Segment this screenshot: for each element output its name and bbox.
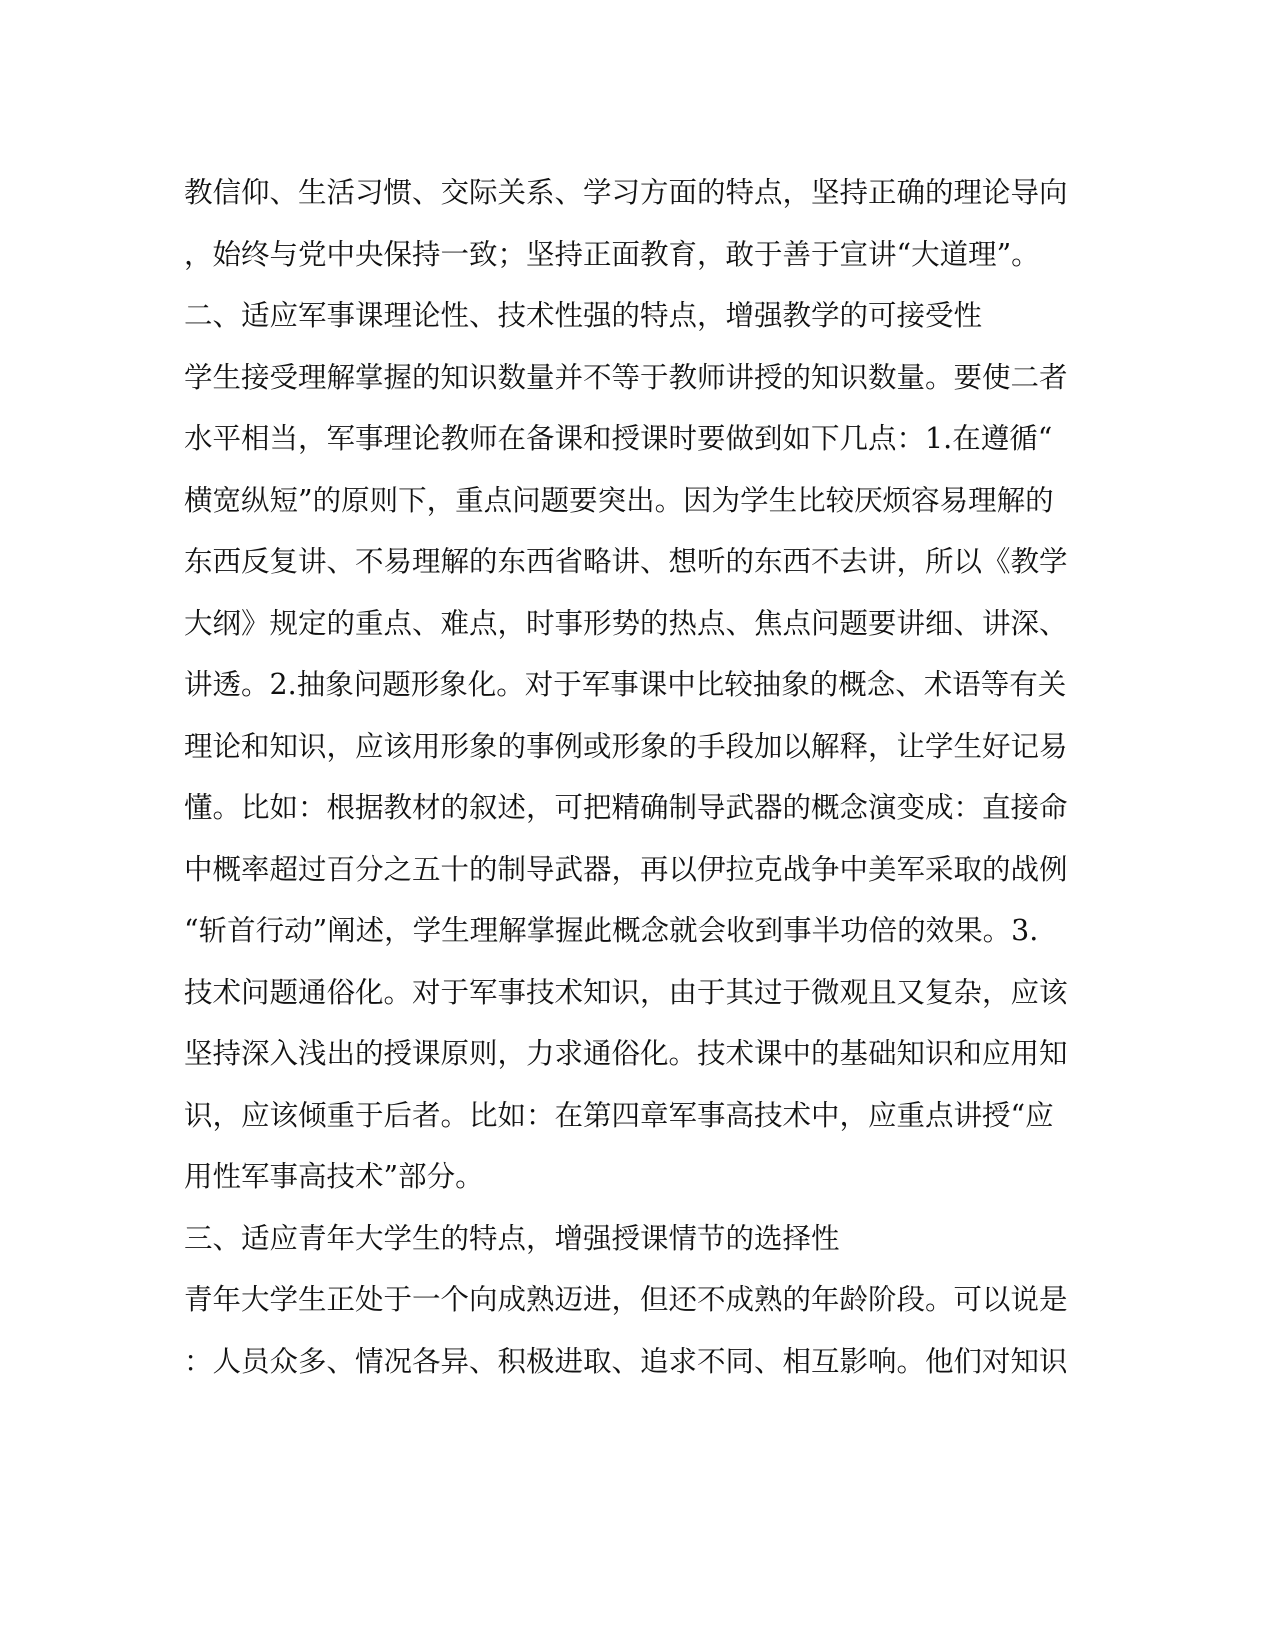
text-line: 东西反复讲、不易理解的东西省略讲、想听的东西不去讲，所以《教学: [184, 545, 1068, 578]
text-line: 中概率超过百分之五十的制导武器，再以伊拉克战争中美军采取的战例: [184, 852, 1068, 886]
text-line: 横宽纵短”的原则下，重点问题要突出。因为学生比较厌烦容易理解的: [184, 483, 1054, 517]
text-line: 技术问题通俗化。对于军事技术知识，由于其过于微观且又复杂，应该: [184, 975, 1068, 1009]
section-heading: 二、适应军事课理论性、技术性强的特点，增强教学的可接受性: [184, 299, 983, 332]
text-line: 学生接受理解掌握的知识数量并不等于教师讲授的知识数量。要使二者: [184, 360, 1068, 394]
text-line: 水平相当，军事理论教师在备课和授课时要做到如下几点：1.在遵循“: [184, 422, 1053, 455]
text-line: 懂。比如：根据教材的叙述，可把精确制导武器的概念演变成：直接命: [184, 791, 1068, 824]
text-line: 大纲》规定的重点、难点，时事形势的热点、焦点问题要讲细、讲深、: [184, 606, 1068, 640]
text-line: 讲透。2.抽象问题形象化。对于军事课中比较抽象的概念、术语等有关: [184, 668, 1067, 701]
text-line: 坚持深入浅出的授课原则，力求通俗化。技术课中的基础知识和应用知: [184, 1037, 1068, 1070]
body-text: [184, 162, 1094, 1392]
text-line: 识，应该倾重于后者。比如：在第四章军事高技术中，应重点讲授“应: [184, 1098, 1054, 1132]
section-heading: 三、适应青年大学生的特点，增强授课情节的选择性: [184, 1221, 840, 1255]
text-line: 教信仰、生活习惯、交际关系、学习方面的特点，坚持正确的理论导向: [184, 176, 1068, 209]
text-line: ，始终与党中央保持一致；坚持正面教育，敢于善于宣讲“大道理”。: [184, 237, 1040, 271]
text-line: 青年大学生正处于一个向成熟迈进，但还不成熟的年龄阶段。可以说是: [184, 1283, 1068, 1316]
text-line: 用性军事高技术”部分。: [184, 1160, 484, 1193]
text-line: “斩首行动”阐述，学生理解掌握此概念就会收到事半功倍的效果。3.: [184, 914, 1039, 947]
text-line: ：人员众多、情况各异、积极进取、追求不同、相互影响。他们对知识: [184, 1344, 1068, 1378]
text-line: 理论和知识，应该用形象的事例或形象的手段加以解释，让学生好记易: [184, 729, 1068, 763]
